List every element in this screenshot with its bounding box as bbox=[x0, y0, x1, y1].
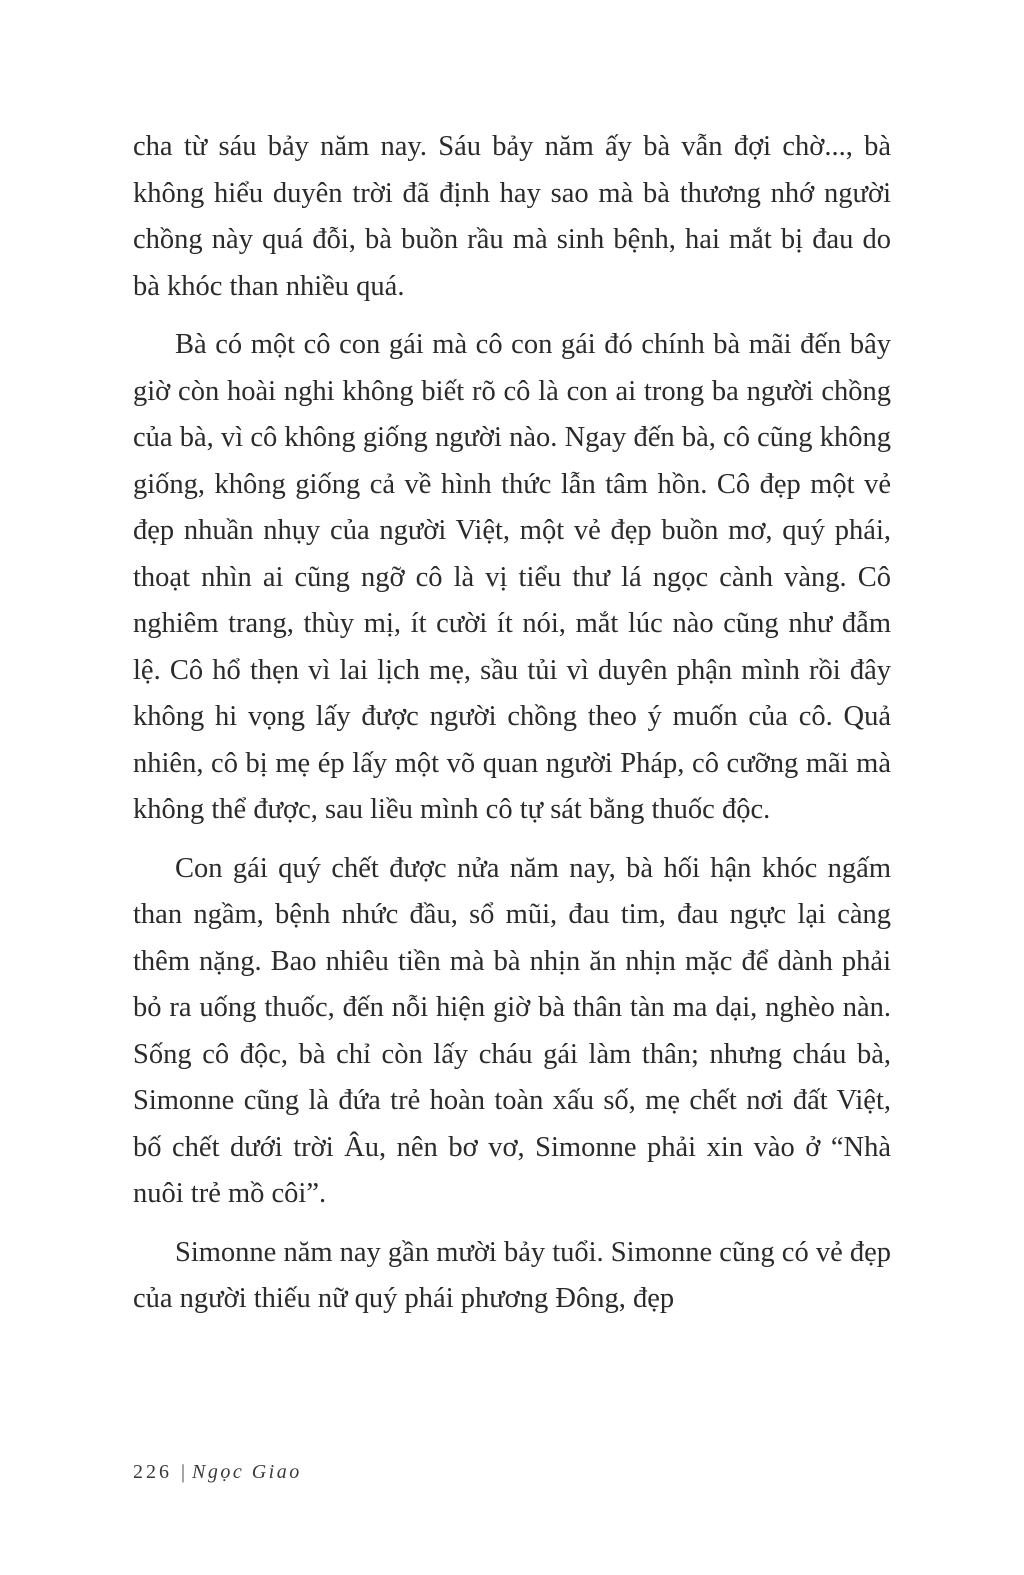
page-number: 226 bbox=[133, 1461, 172, 1483]
paragraph: Con gái quý chết được nửa năm nay, bà hối hận khóc ngấm than ngầm, bệnh nhức đầu, sổ mũi, đau tim, đau ngực lại càng thêm nặng. Bao nhiêu tiền mà bà nhịn ăn nhịn mặc để dành phải bỏ ra uống thuốc, đến nỗi hiện giờ bà thân tàn ma dại, nghèo nàn. Sống cô độc, bà chỉ còn lấy cháu gái làm thân; nhưng cháu bà, Simonne cũng là đứa trẻ hoàn toàn xấu số, mẹ chết nơi đất Việt, bố chết dưới trời Âu, nên bơ vơ, Simonne phải xin vào ở “Nhà nuôi trẻ mồ côi”. bbox=[133, 852, 891, 1209]
page-footer bbox=[133, 1461, 302, 1484]
paragraph: Simonne năm nay gần mười bảy tuổi. Simonne cũng có vẻ đẹp của người thiếu nữ quý phái phương Đông, đẹp bbox=[133, 1236, 891, 1314]
body-text bbox=[133, 124, 891, 1335]
footer-divider: | bbox=[181, 1461, 187, 1483]
paragraph-continuation: cha từ sáu bảy năm nay. Sáu bảy năm ấy bà vẫn đợi chờ..., bà không hiểu duyên trời đã định hay sao mà bà thương nhớ người chồng này quá đỗi, bà buồn rầu mà sinh bệnh, hai mắt bị đau do bà khóc than nhiều quá. bbox=[133, 131, 891, 302]
paragraph: Bà có một cô con gái mà cô con gái đó chính bà mãi đến bây giờ còn hoài nghi không biết rõ cô là con ai trong ba người chồng của bà, vì cô không giống người nào. Ngay đến bà, cô cũng không giống, không giống cả về hình thức lẫn tâm hồn. Cô đẹp một vẻ đẹp nhuần nhụy của người Việt, một vẻ đẹp buồn mơ, quý phái, thoạt nhìn ai cũng ngỡ cô là vị tiểu thư lá ngọc cành vàng. Cô nghiêm trang, thùy mị, ít cười ít nói, mắt lúc nào cũng như đẫm lệ. Cô hổ thẹn vì lai lịch mẹ, sầu tủi vì duyên phận mình rồi đây không hi vọng lấy được người chồng theo ý muốn của cô. Quả nhiên, cô bị mẹ ép lấy một võ quan người Pháp, cô cưỡng mãi mà không thể được, sau liều mình cô tự sát bằng thuốc độc. bbox=[133, 329, 891, 825]
author-name: Ngọc Giao bbox=[192, 1461, 302, 1483]
